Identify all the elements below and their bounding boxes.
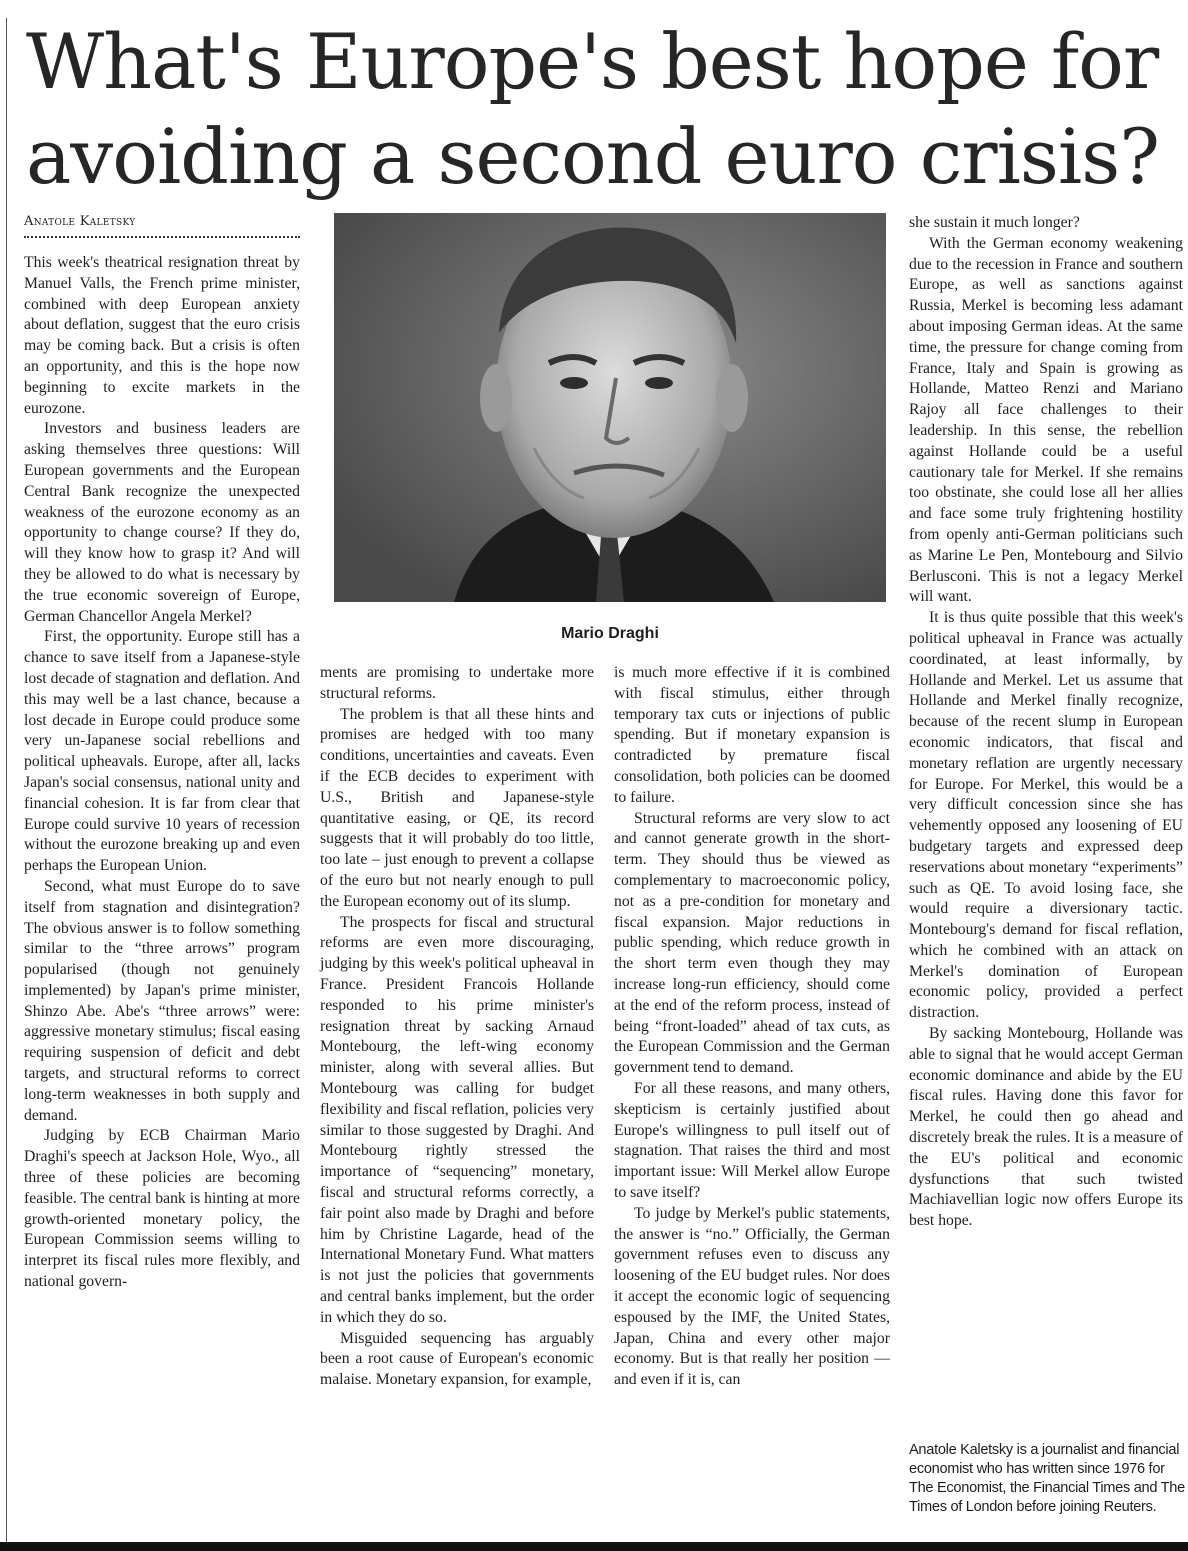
headline-line-2: avoiding a second euro crisis? [26, 112, 1159, 201]
portrait-photo [334, 213, 886, 602]
paragraph: The prospects for fiscal and structural reforms are even more discouraging, judging by this week's political upheaval in France. President Francois Hollande responded to his prime minister's resignation threat by sacking Arnaud Montebourg, the left-wing economy minister, along with several allies. But Montebourg was calling for budget flexibility and fiscal reflation, policies very similar to those suggested by Draghi. And Montebourg rightly stressed the importance of “sequencing” monetary, fiscal and structural reforms correctly, a fair point also made by Draghi and before him by Christine Lagarde, head of the International Monetary Fund. What matters is not just the policies that governments and central banks implement, but the order in which they do so. [320, 913, 594, 1326]
paragraph: By sacking Montebourg, Hollande was able to signal that he would accept German economic dominance and abide by the EU fiscal rules. Having done this favor for Merkel, he could then go ahead and discretely break the rules. It is a measure of the EU's political and economic dysfunctions that such twisted Machiavellian logic now offers Europe its best hope. [909, 1025, 1183, 1230]
headline [26, 14, 1186, 204]
paragraph: Second, what must Europe do to save itself from stagnation and disintegration? The obvious answer is to follow something similar to the “three arrows” program popularised (though not genuinely implemented) by Japan's prime minister, Shinzo Abe. Abe's “three arrows” were: aggressive monetary stimulus; fiscal easing requiring suspension of deficit and debt targets, and structural reforms to correct long-term weaknesses in both supply and demand. [24, 877, 300, 1124]
paragraph: The problem is that all these hints and promises are hedged with too many conditions, uncertainties and caveats. Even if the ECB decides to experiment with U.S., British and Japanese-style quantitative easing, or QE, its record suggests that it will probably do too little, too late – just enough to prevent a collapse of the euro but not nearly enough to pull the European economy out of its slump. [320, 705, 594, 910]
headline-line-1: What's Europe's best hope for [26, 17, 1159, 106]
paragraph: This week's theatrical resignation threat by Manuel Valls, the French prime minister, combined with deep European anxiety about deflation, suggest that the euro crisis may be coming back. But a crisis is often an opportunity, and this is the hope now beginning to excite markets in the eurozone. [24, 254, 300, 417]
paragraph: Judging by ECB Chairman Mario Draghi's speech at Jackson Hole, Wyo., all three of these policies are becoming feasible. The central bank is hinting at more growth-oriented monetary policy, the European Commission seems willing to interpret its fiscal rules more flexibly, and national govern- [24, 1127, 300, 1291]
paragraph: Misguided sequencing has arguably been a root cause of European's economic malaise. Monetary expansion, for example, [320, 1329, 594, 1389]
byline-dotted-rule [24, 236, 300, 238]
paragraph: Structural reforms are very slow to act and cannot generate growth in the short-term. They should thus be viewed as complementary to macroeconomic policy, not as a pre-condition for monetary and fiscal expansion. Major reductions in public spending, which reduce growth in the short term even though they may increase long-run efficiency, should come at the end of the reform process, instead of being “front-loaded” ahead of tax cuts, as the European Commission and the German government tend to demand. [614, 809, 890, 1077]
page-bottom-bar [0, 1542, 1188, 1551]
paragraph: Investors and business leaders are asking themselves three questions: Will European governments and the European Central Bank recognize the unexpected weakness of the eurozone economy as an opportunity to change course? If they do, will they know how to grasp it? And will they be allowed to do what is necessary by the true economic sovereign of Europe, German Chancellor Angela Merkel? [24, 420, 300, 625]
left-column-rule [6, 18, 7, 1543]
paragraph: ments are promising to undertake more structural reforms. [320, 664, 594, 702]
paragraph: is much more effective if it is combined with fiscal stimulus, either through temporary tax cuts or injections of public spending. But if monetary expansion is contradicted by premature fiscal consolidation, both policies can be doomed to failure. [614, 664, 890, 806]
portrait-illustration [334, 213, 886, 602]
paragraph: First, the opportunity. Europe still has a chance to save itself from a Japanese-style lost decade of stagnation and deflation. And this may well be a last chance, because a lost decade in Europe could produce some very un-Japanese social rebellions and political upheavals. Europe, after all, lacks Japan's social consensus, national unity and financial cohesion. It is far from clear that Europe could survive 10 years of recession without the eurozone breaking up and even perhaps the European Union. [24, 628, 300, 875]
paragraph: With the German economy weakening due to the recession in France and southern Europe, as well as sanctions against Russia, Merkel is becoming less adamant about imposing German ideas. At the same time, the pressure for change coming from France, Italy and Spain is growing as Hollande, Matteo Renzi and Mariano Rajoy all face challenges to their leadership. In this sense, the rebellion against Hollande could be a useful cautionary tale for Merkel. If she remains too obstinate, she could lose all her allies and face some truly frightening hostility from openly anti-German politicians such as Marine Le Pen, Montebourg and Silvio Berlusconi. This is not a legacy Merkel will want. [909, 234, 1183, 606]
photo-caption: Mario Draghi [561, 625, 659, 642]
article-column-4 [909, 213, 1183, 1232]
byline: Anatole Kaletsky [24, 214, 136, 229]
paragraph: It is thus quite possible that this week's political upheaval in France was actually coordinated, at least informally, by Hollande and Merkel. Let us assume that Hollande and Merkel finally recognize, because of the recent slump in European economic indicators, that fiscal and monetary reflation are urgently necessary for Europe. For Merkel, this would be a very difficult concession since she has vehemently opposed any loosening of EU budgetary targets and expressed deep reservations about monetary “experiments” such as QE. To avoid losing face, she would require a diversionary tactic. Montebourg's demand for fiscal reflation, which he combined with an attack on Merkel's domination of European economic policy, provided a perfect distraction. [909, 609, 1183, 1022]
paragraph: To judge by Merkel's public statements, the answer is “no.” Officially, the German government refuses even to discuss any loosening of the EU budget rules. Nor does it accept the economic logic of sequencing espoused by the IMF, the United States, Japan, China and every other major economy. But is that really her position — and even if it is, can [614, 1204, 890, 1389]
paragraph: For all these reasons, and many others, skepticism is certainly justified about Europe's willingness to pull itself out of stagnation. That raises the third and most important issue: Will Merkel allow Europe to save itself? [614, 1079, 890, 1201]
article-column-2 [320, 663, 594, 1391]
article-column-1 [24, 253, 300, 1293]
article-column-3 [614, 663, 890, 1391]
paragraph: she sustain it much longer? [909, 214, 1080, 231]
author-bio: Anatole Kaletsky is a journalist and financial economist who has written since 1976 for The Economist, the Financial Times and The Times of London before joining Reuters. [909, 1442, 1185, 1515]
